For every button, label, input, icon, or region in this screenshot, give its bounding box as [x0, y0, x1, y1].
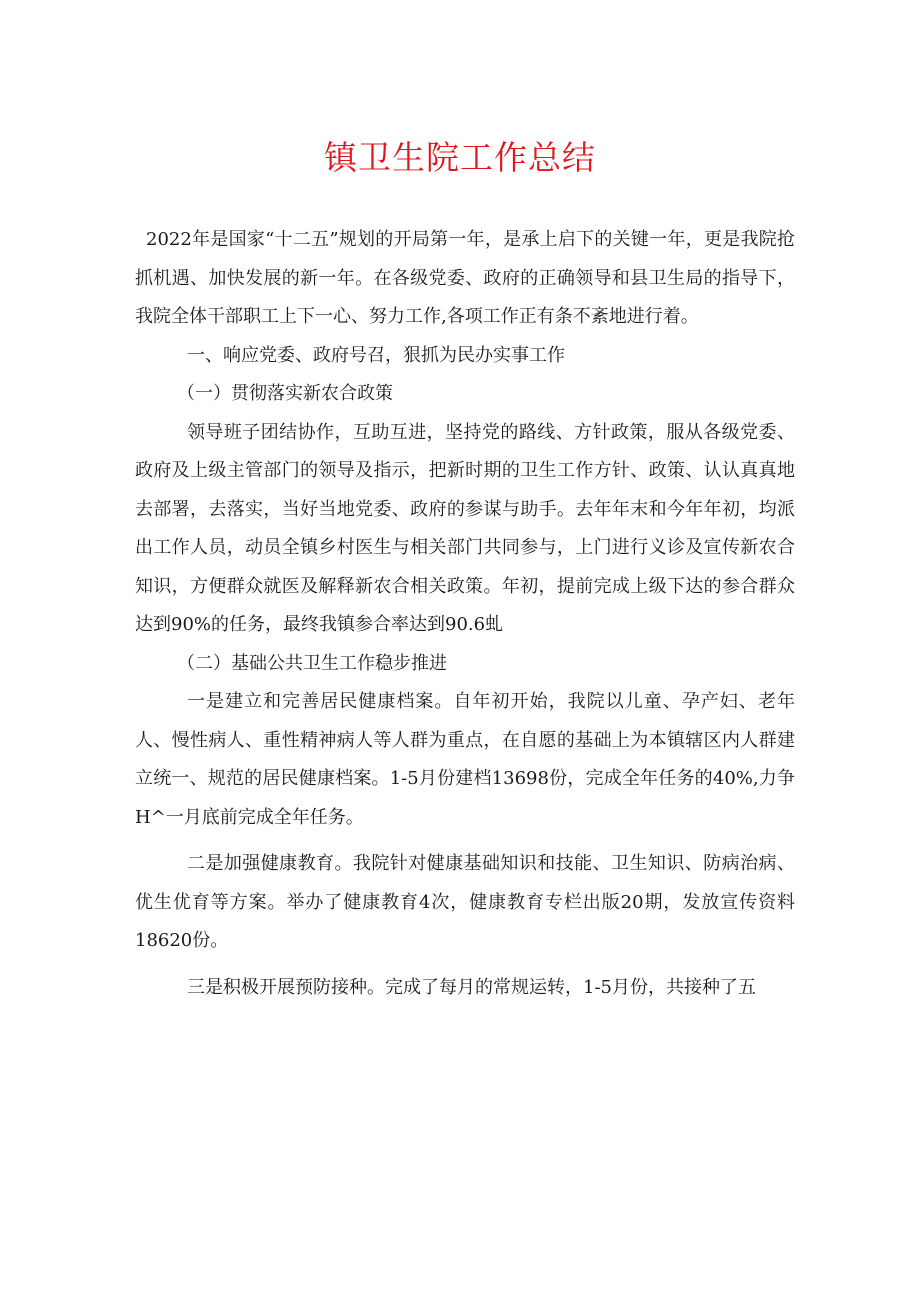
paragraph-vaccination: 三是积极开展预防接种。完成了每月的常规运转，1-5月份，共接种了五 — [187, 976, 756, 998]
paragraph-health-education: 二是加强健康教育。我院针对健康基础知识和技能、卫生知识、防病治病、优生优育等方案。举办了健康教育4次，健康教育专栏出版20期，发放宣传资料18620份。 — [135, 853, 795, 951]
paragraph-new-rural-coop: 领导班子团结协作，互助互进，坚持党的路线、方针政策，服从各级党委、政府及上级主管部门的领导及指示，把新时期的卫生工作方针、政策、认认真真地去部署，去落实，当好当地党委、政府的参谋与助手。去年年末和今年年初，均派出工作人员，动员全镇乡村医生与相关部门共同参与，上门进行义诊及宣传新农合知识，方便群众就医及解释新农合相关政策。年初，提前完成上级下达的参合群众达到90%的任务，最终我镇参合率达到90.6虬 — [135, 421, 795, 635]
paragraph-intro: 2022年是国家“十二五”规划的开局第一年，是承上启下的关键一年，更是我院抢抓机遇、加快发展的新一年。在各级党委、政府的正确领导和县卫生局的指导下，我院全体干部职工上下一心、努力工作,各项工作正有条不紊地进行着。 — [135, 229, 795, 327]
section-heading-1: 一、响应党委、政府号召，狠抓为民办实事工作 — [187, 344, 565, 366]
paragraph-health-records: 一是建立和完善居民健康档案。自年初开始，我院以儿童、孕产妇、老年人、慢性病人、重性精神病人等人群为重点，在自愿的基础上为本镇辖区内人群建立统一、规范的居民健康档案。1-5月份建档13698份，完成全年任务的40%,力争H^一月底前完成全年任务。 — [135, 691, 795, 828]
document-body — [135, 221, 795, 1007]
paragraph-gap — [135, 961, 795, 969]
subsection-heading-2: （二）基础公共卫生工作稳步推进 — [177, 652, 447, 674]
paragraph-gap — [135, 837, 795, 845]
document-title: 镇卫生院工作总结 — [324, 138, 596, 177]
subsection-heading-1: （一）贯彻落实新农合政策 — [177, 383, 393, 404]
